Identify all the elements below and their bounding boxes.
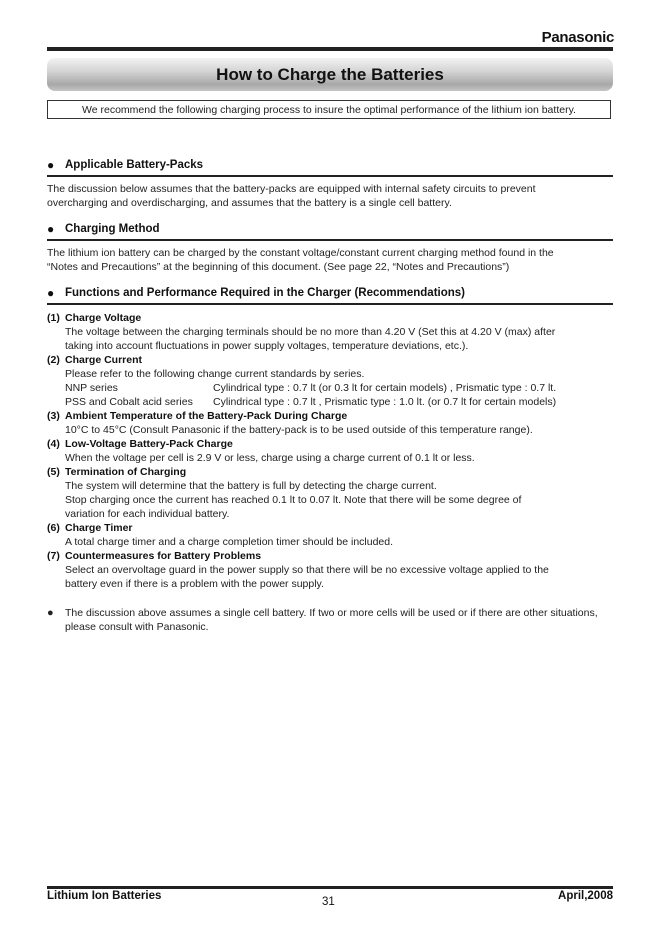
list-item-heading [47, 409, 613, 423]
item-line: Stop charging once the current has reached 0.1 lt to 0.07 lt. Note that there will be some degree of [65, 494, 522, 506]
list-item-heading [47, 437, 613, 451]
section-heading-label: Charging Method [65, 223, 160, 235]
requirements-list [47, 311, 613, 591]
series-row [47, 395, 613, 409]
item-line: battery even if there is a problem with the power supply. [65, 578, 324, 590]
item-number: (6) [47, 522, 60, 534]
list-item-heading [47, 311, 613, 325]
footer-title: Lithium Ion Batteries [47, 890, 162, 902]
series-name: NNP series [65, 382, 118, 394]
item-number: (2) [47, 354, 60, 366]
item-line: The system will determine that the battery is full by detecting the charge current. [65, 480, 437, 492]
item-title: Charge Timer [65, 522, 133, 534]
item-number: (7) [47, 550, 60, 562]
section-heading-charging-method [47, 222, 613, 238]
item-title: Termination of Charging [65, 466, 187, 478]
list-item-heading [47, 549, 613, 563]
intro-box: We recommend the following charging process to insure the optimal performance of the lithium ion battery. [47, 100, 611, 119]
page-number: 31 [322, 896, 335, 908]
series-value: Cylindrical type : 0.7 lt , Prismatic type : 1.0 lt. (or 0.7 lt for certain models) [213, 396, 557, 408]
bullet-icon: ● [47, 607, 54, 619]
item-number: (5) [47, 466, 60, 478]
item-title: Charge Current [65, 354, 143, 366]
top-rule [47, 47, 613, 51]
title-banner [47, 58, 613, 91]
body-line: “Notes and Precautions” at the beginning of this document. (See page 22, “Notes and Precautions”) [47, 261, 510, 273]
section-heading-label: Applicable Battery-Packs [65, 159, 204, 171]
page-title: How to Charge the Batteries [216, 64, 444, 84]
item-title: Charge Voltage [65, 312, 142, 324]
item-number: (3) [47, 410, 60, 422]
item-line: Please refer to the following change current standards by series. [65, 368, 365, 380]
item-number: (1) [47, 312, 60, 324]
section-heading-label: Functions and Performance Required in the Charger (Recommendations) [65, 287, 466, 299]
list-item-heading [47, 465, 613, 479]
bullet-icon: ● [47, 286, 55, 300]
series-value: Cylindrical type : 0.7 lt (or 0.3 lt for certain models) , Prismatic type : 0.7 lt. [213, 382, 557, 394]
item-line: Select an overvoltage guard in the power supply so that there will be no excessive voltage applied to the [65, 564, 549, 576]
series-name: PSS and Cobalt acid series [65, 396, 193, 408]
item-line: The voltage between the charging terminals should be no more than 4.20 V (Set this at 4.20 V (max) after [65, 326, 556, 338]
item-line: taking into account fluctuations in power supply voltages, temperature deviations, etc.). [65, 340, 469, 352]
list-item-heading [47, 353, 613, 367]
body-line: The lithium ion battery can be charged by the constant voltage/constant current charging method found in the [47, 247, 554, 259]
item-line: When the voltage per cell is 2.9 V or less, charge using a charge current of 0.1 lt or less. [65, 452, 475, 464]
body-line: The discussion below assumes that the battery-packs are equipped with internal safety circuits to prevent [47, 183, 536, 195]
section-rule [47, 303, 613, 305]
item-title: Ambient Temperature of the Battery-Pack During Charge [65, 410, 348, 422]
closing-note-text: The discussion above assumes a single cell battery. If two or more cells will be used or if there are other situations, please consult with Panasonic. [65, 607, 598, 633]
series-row [47, 381, 613, 395]
bullet-icon: ● [47, 222, 55, 236]
section-heading-charger-functions [47, 286, 613, 302]
footer-date: April,2008 [558, 890, 613, 902]
list-item-heading [47, 521, 613, 535]
brand-logo: Panasonic [541, 29, 614, 46]
item-title: Low-Voltage Battery-Pack Charge [65, 438, 233, 450]
section-body-charging-method [47, 246, 613, 274]
section-rule [47, 239, 613, 241]
item-line: variation for each individual battery. [65, 508, 230, 520]
item-number: (4) [47, 438, 60, 450]
section-heading-battery-packs [47, 158, 613, 174]
body-line: overcharging and overdischarging, and assumes that the battery is a single cell battery. [47, 197, 452, 209]
item-title: Countermeasures for Battery Problems [65, 550, 262, 562]
bullet-icon: ● [47, 158, 55, 172]
bottom-rule [47, 886, 613, 889]
section-body-battery-packs [47, 182, 613, 210]
item-line: 10°C to 45°C (Consult Panasonic if the battery-pack is to be used outside of this temperature range). [65, 424, 533, 436]
item-line: A total charge timer and a charge completion timer should be included. [65, 536, 394, 548]
section-rule [47, 175, 613, 177]
